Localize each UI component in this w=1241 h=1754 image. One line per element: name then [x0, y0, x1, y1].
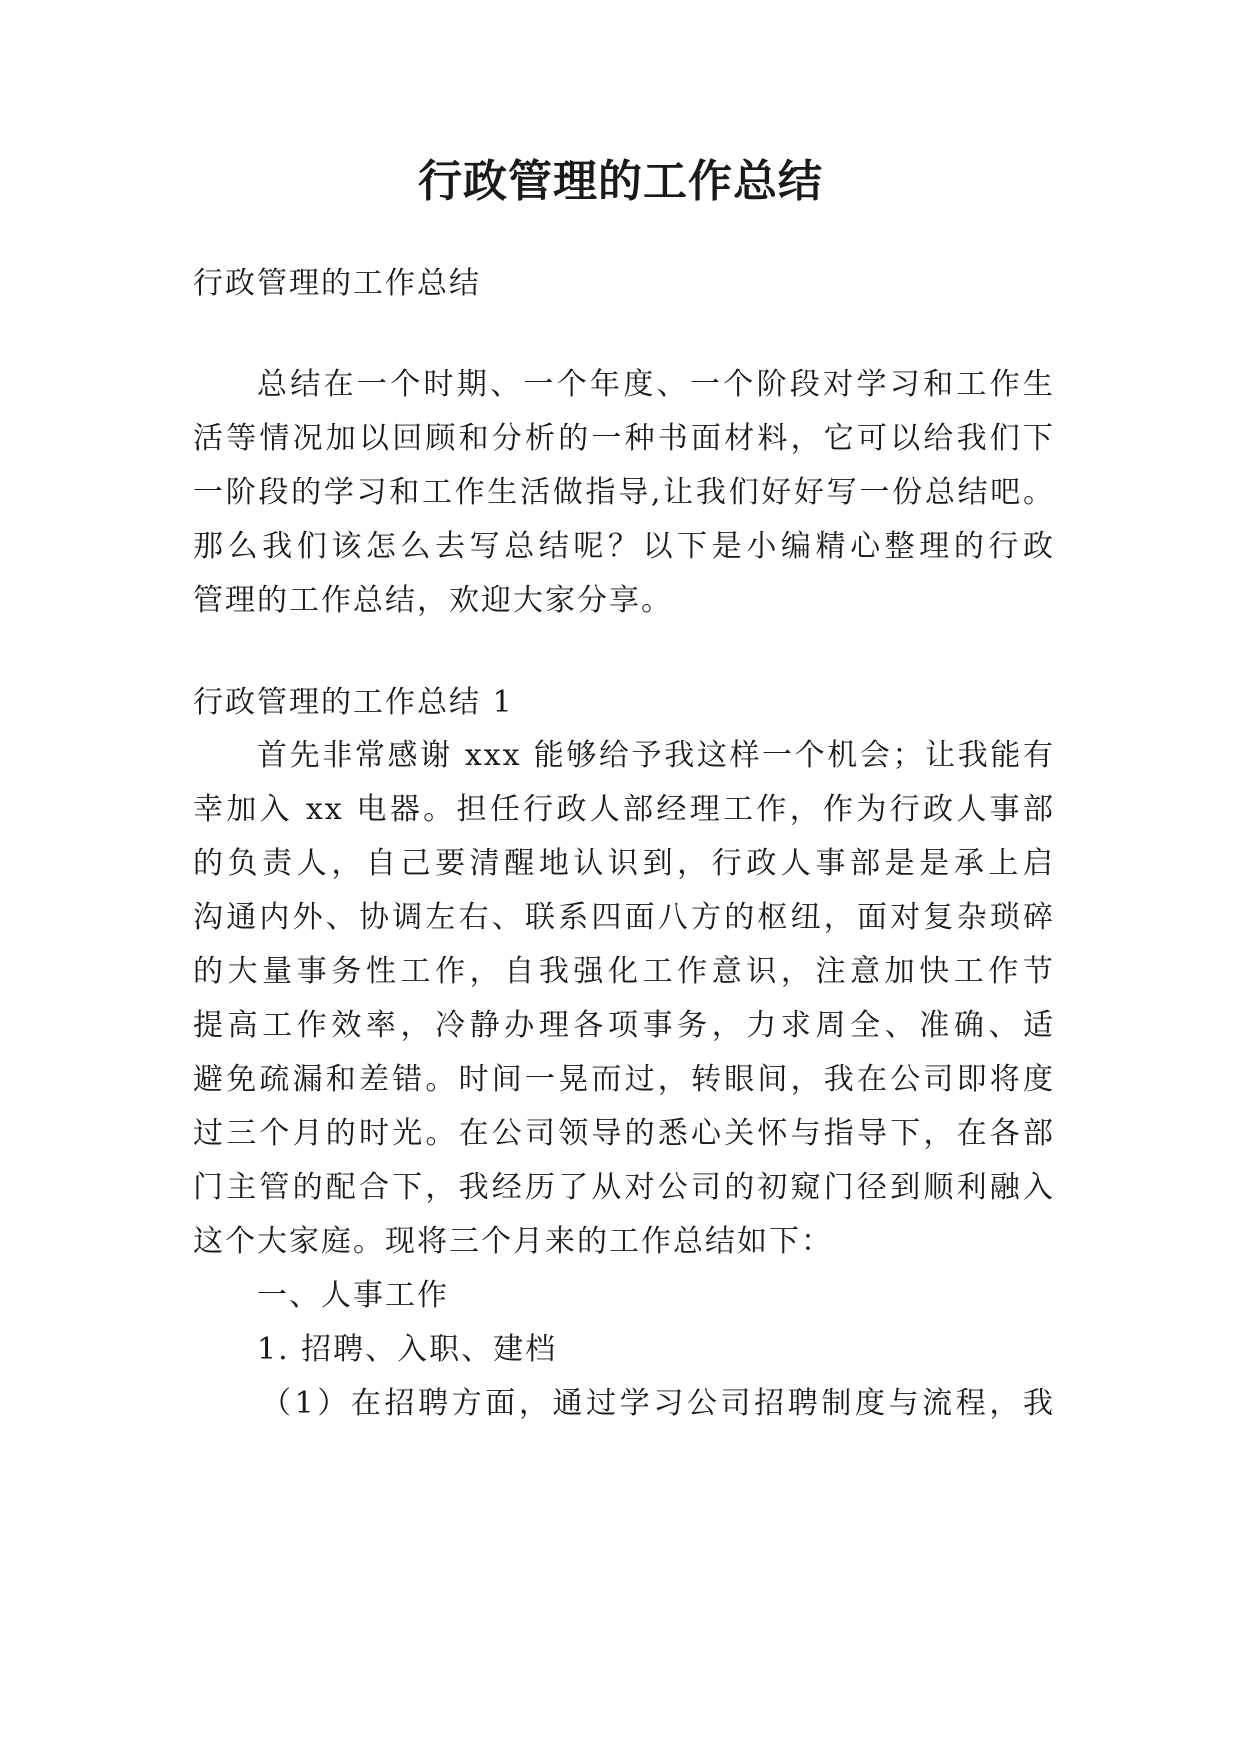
body-line: 这个大家庭。现将三个月来的工作总结如下：	[193, 1224, 833, 1259]
document-title: 行政管理的工作总结	[418, 156, 823, 207]
intro-line: 那么我们该怎么去写总结呢？以下是小编精心整理的行政	[193, 529, 1055, 564]
body-line: 提高工作效率，冷静办理各项事务，力求周全、准确、适	[193, 1008, 1055, 1043]
intro-line: 管理的工作总结，欢迎大家分享。	[193, 583, 673, 618]
body-line: 门主管的配合下，我经历了从对公司的初窥门径到顺利融入	[193, 1170, 1055, 1205]
body-line: 首先非常感谢 xxx 能够给予我这样一个机会；让我能有	[257, 738, 1055, 773]
body-line: 的负责人，自己要清醒地认识到，行政人事部是是承上启	[193, 846, 1055, 881]
intro-line: 活等情况加以回顾和分析的一种书面材料，它可以给我们下	[193, 421, 1055, 456]
body-line: 过三个月的时光。在公司领导的悉心关怀与指导下，在各部	[193, 1116, 1055, 1151]
heading-level2: 1. 招聘、入职、建档	[257, 1332, 558, 1367]
body-line: 避免疏漏和差错。时间一晃而过，转眼间，我在公司即将度	[193, 1062, 1055, 1097]
intro-line: 一阶段的学习和工作生活做指导,让我们好好写一份总结吧。	[193, 475, 1055, 510]
document-subtitle: 行政管理的工作总结	[193, 266, 481, 301]
body-line: 幸加入 xx 电器。担任行政人部经理工作，作为行政人事部	[193, 792, 1055, 827]
body-line: 的大量事务性工作，自我强化工作意识，注意加快工作节	[193, 954, 1055, 989]
body-line: 沟通内外、协调左右、联系四面八方的枢纽，面对复杂琐碎	[193, 900, 1055, 935]
heading-level1: 一、人事工作	[257, 1278, 449, 1313]
list-item-line: （1）在招聘方面，通过学习公司招聘制度与流程，我	[261, 1386, 1055, 1421]
section-heading: 行政管理的工作总结 1	[193, 685, 514, 720]
intro-line: 总结在一个时期、一个年度、一个阶段对学习和工作生	[257, 367, 1055, 402]
